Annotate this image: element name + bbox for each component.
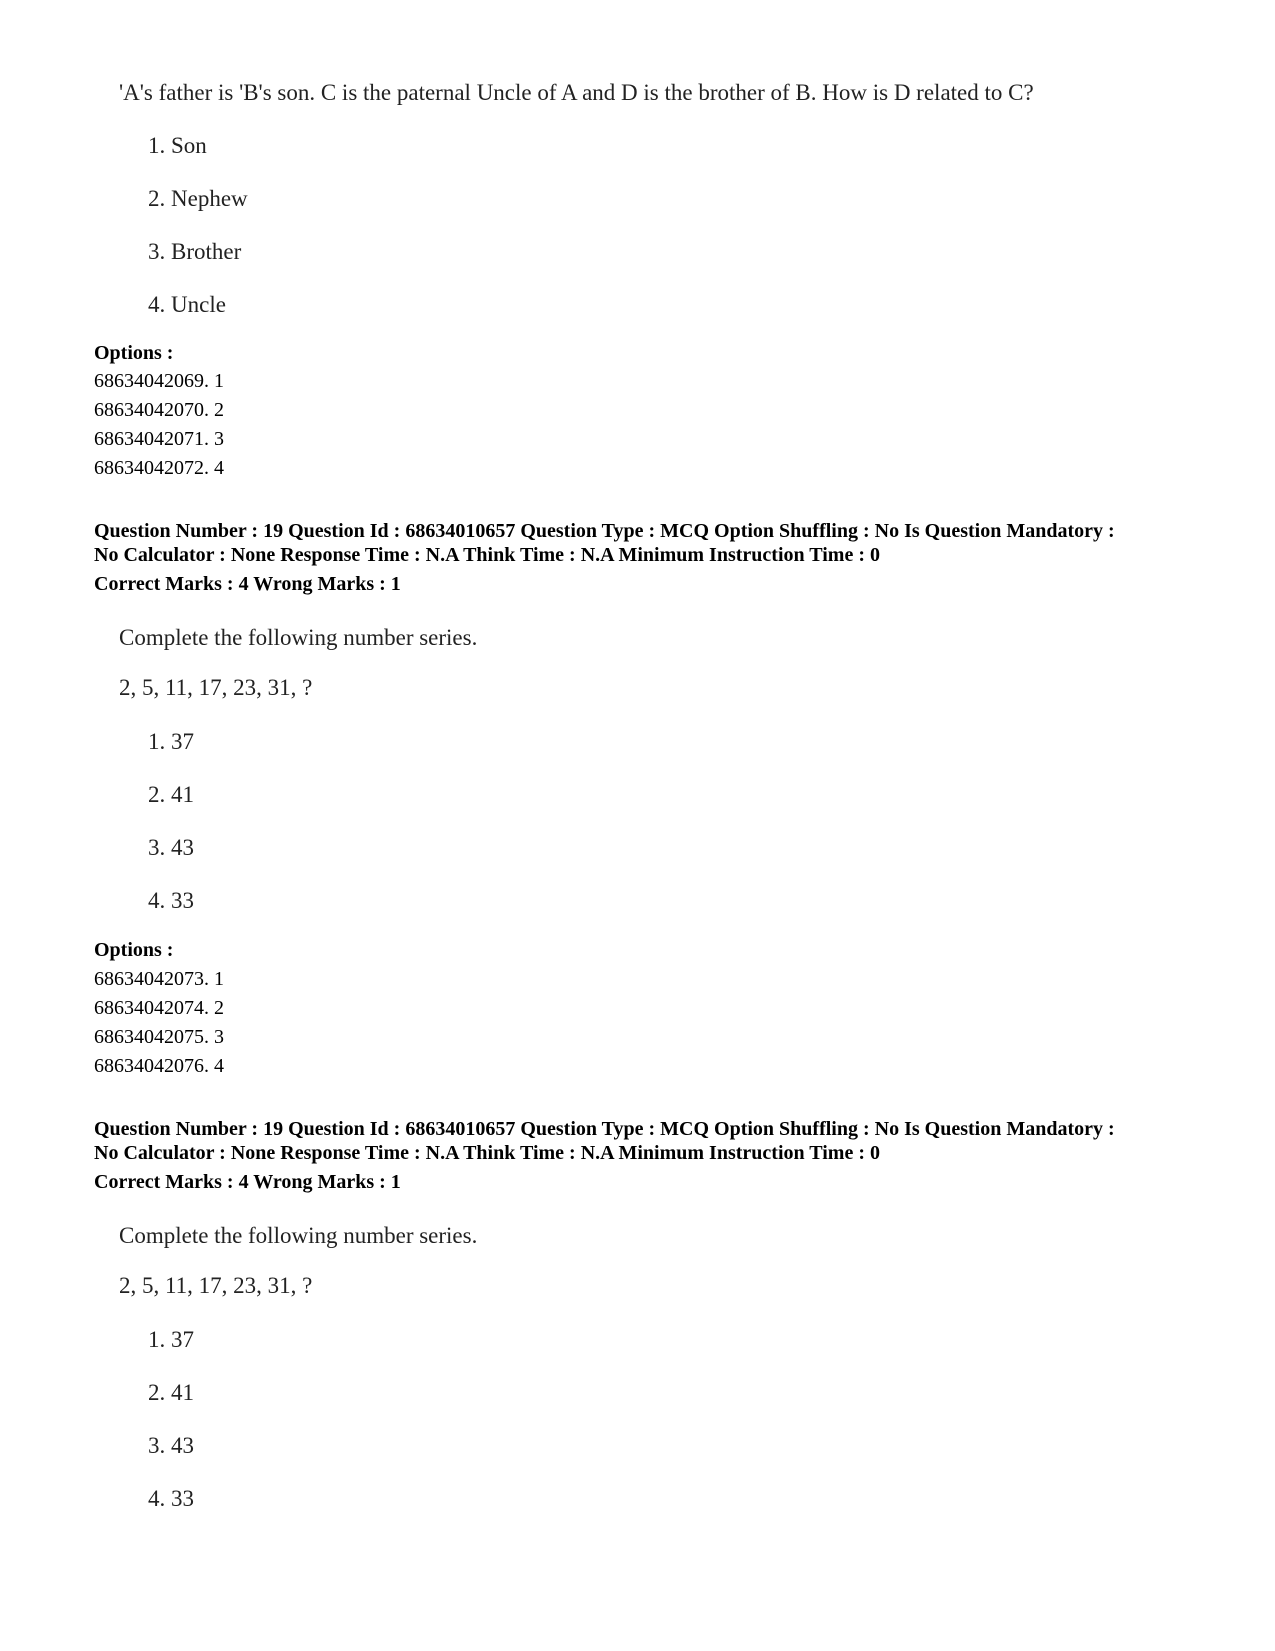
options-heading: Options : — [94, 342, 174, 364]
option-id: 68634042075. 3 — [94, 1026, 224, 1048]
answer-choice: 3. 43 — [148, 835, 194, 860]
option-id: 68634042076. 4 — [94, 1055, 224, 1077]
question-meta-line: No Calculator : None Response Time : N.A Think Time : N.A Minimum Instruction Time : 0 — [94, 1142, 880, 1164]
answer-choice: 4. 33 — [148, 1486, 194, 1511]
answer-choice: 1. 37 — [148, 729, 194, 754]
number-series: 2, 5, 11, 17, 23, 31, ? — [119, 675, 313, 700]
option-id: 68634042070. 2 — [94, 399, 224, 421]
answer-choice: 2. 41 — [148, 1380, 194, 1405]
answer-choice: 1. 37 — [148, 1327, 194, 1352]
question-marks: Correct Marks : 4 Wrong Marks : 1 — [94, 573, 401, 595]
options-heading: Options : — [94, 939, 174, 961]
answer-choice: 4. Uncle — [148, 292, 226, 317]
option-id: 68634042073. 1 — [94, 968, 224, 990]
question-text: 'A's father is 'B's son. C is the paternal Uncle of A and D is the brother of B. How is D related to C? — [119, 80, 1034, 105]
answer-choice: 3. 43 — [148, 1433, 194, 1458]
question-text: Complete the following number series. — [119, 1223, 478, 1248]
question-meta-line: No Calculator : None Response Time : N.A Think Time : N.A Minimum Instruction Time : 0 — [94, 544, 880, 566]
answer-choice: 2. Nephew — [148, 186, 248, 211]
answer-choice: 1. Son — [148, 133, 207, 158]
answer-choice: 2. 41 — [148, 782, 194, 807]
number-series: 2, 5, 11, 17, 23, 31, ? — [119, 1273, 313, 1298]
answer-choice: 4. 33 — [148, 888, 194, 913]
option-id: 68634042072. 4 — [94, 457, 224, 479]
answer-choice: 3. Brother — [148, 239, 242, 264]
question-marks: Correct Marks : 4 Wrong Marks : 1 — [94, 1171, 401, 1193]
option-id: 68634042071. 3 — [94, 428, 224, 450]
option-id: 68634042069. 1 — [94, 370, 224, 392]
question-meta-line: Question Number : 19 Question Id : 68634010657 Question Type : MCQ Option Shuffling : No Is Question Mandatory : — [94, 1118, 1115, 1140]
question-text: Complete the following number series. — [119, 625, 478, 650]
option-id: 68634042074. 2 — [94, 997, 224, 1019]
question-meta-line: Question Number : 19 Question Id : 68634010657 Question Type : MCQ Option Shuffling : No Is Question Mandatory : — [94, 520, 1115, 542]
